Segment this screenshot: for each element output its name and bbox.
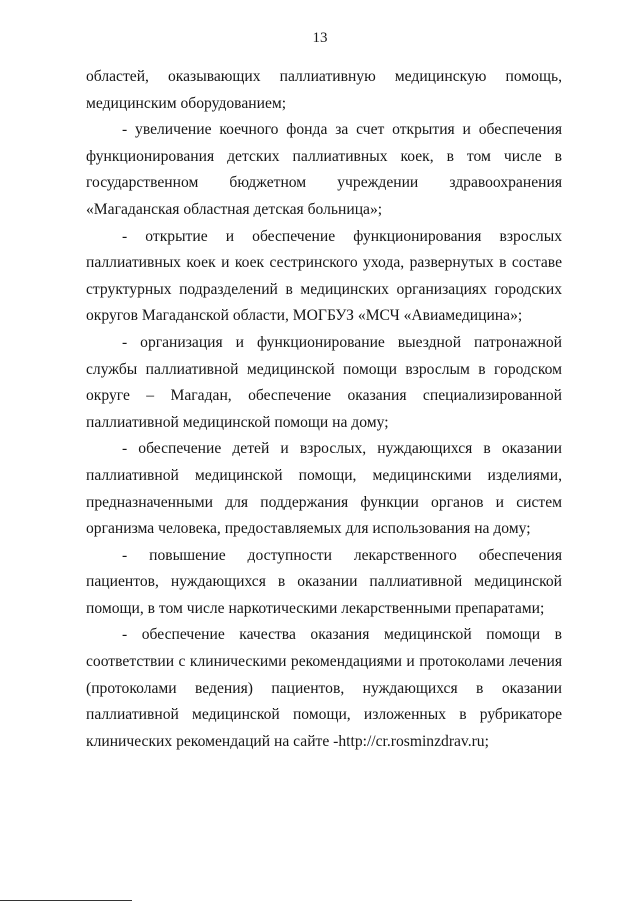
footnote-divider — [0, 900, 132, 901]
page-number: 13 — [312, 30, 328, 46]
paragraph-adult-beds: - открытие и обеспечение функционирования взрослых паллиативных коек и коек сестринского ухода, развернутых в составе структурных подразделений в медицинских организациях городских округов Магаданской области, МОГБУЗ «МСЧ «Авиамедицина»; — [86, 227, 562, 325]
document-body — [86, 64, 562, 755]
paragraph-patronage-service: - организация и функционирование выездной патронажной службы паллиативной медицинской помощи взрослым в городском округе – Магадан, обеспечение оказания специализированной паллиативной медицинской помощи на дому; — [86, 333, 562, 431]
paragraph-drug-availability: - повышение доступности лекарственного обеспечения пациентов, нуждающихся в оказании паллиативной медицинской помощи, в том числе наркотическими лекарственными препаратами; — [86, 546, 562, 617]
paragraph-children-beds: - увеличение коечного фонда за счет открытия и обеспечения функционирования детских паллиативных коек, в том числе в государственном бюджетном учреждении здравоохранения «Магаданская областная детская больница»; — [86, 121, 562, 218]
paragraph-care-quality: - обеспечение качества оказания медицинской помощи в соответствии с клиническими рекомендациями и протоколами лечения (протоколами ведения) пациентов, нуждающихся в оказании паллиативной медицинской помощи, изложенных в рубрикаторе клинических рекомендаций на сайте -http://cr.rosminzdrav.ru; — [86, 626, 562, 750]
paragraph-equipment: областей, оказывающих паллиативную медицинскую помощь, медицинским оборудованием; — [86, 68, 562, 112]
paragraph-medical-devices: - обеспечение детей и взрослых, нуждающихся в оказании паллиативной медицинской помощи, медицинскими изделиями, предназначенными для поддержания функции органов и систем организма человека, предоставляемых для использования на дому; — [86, 440, 562, 538]
